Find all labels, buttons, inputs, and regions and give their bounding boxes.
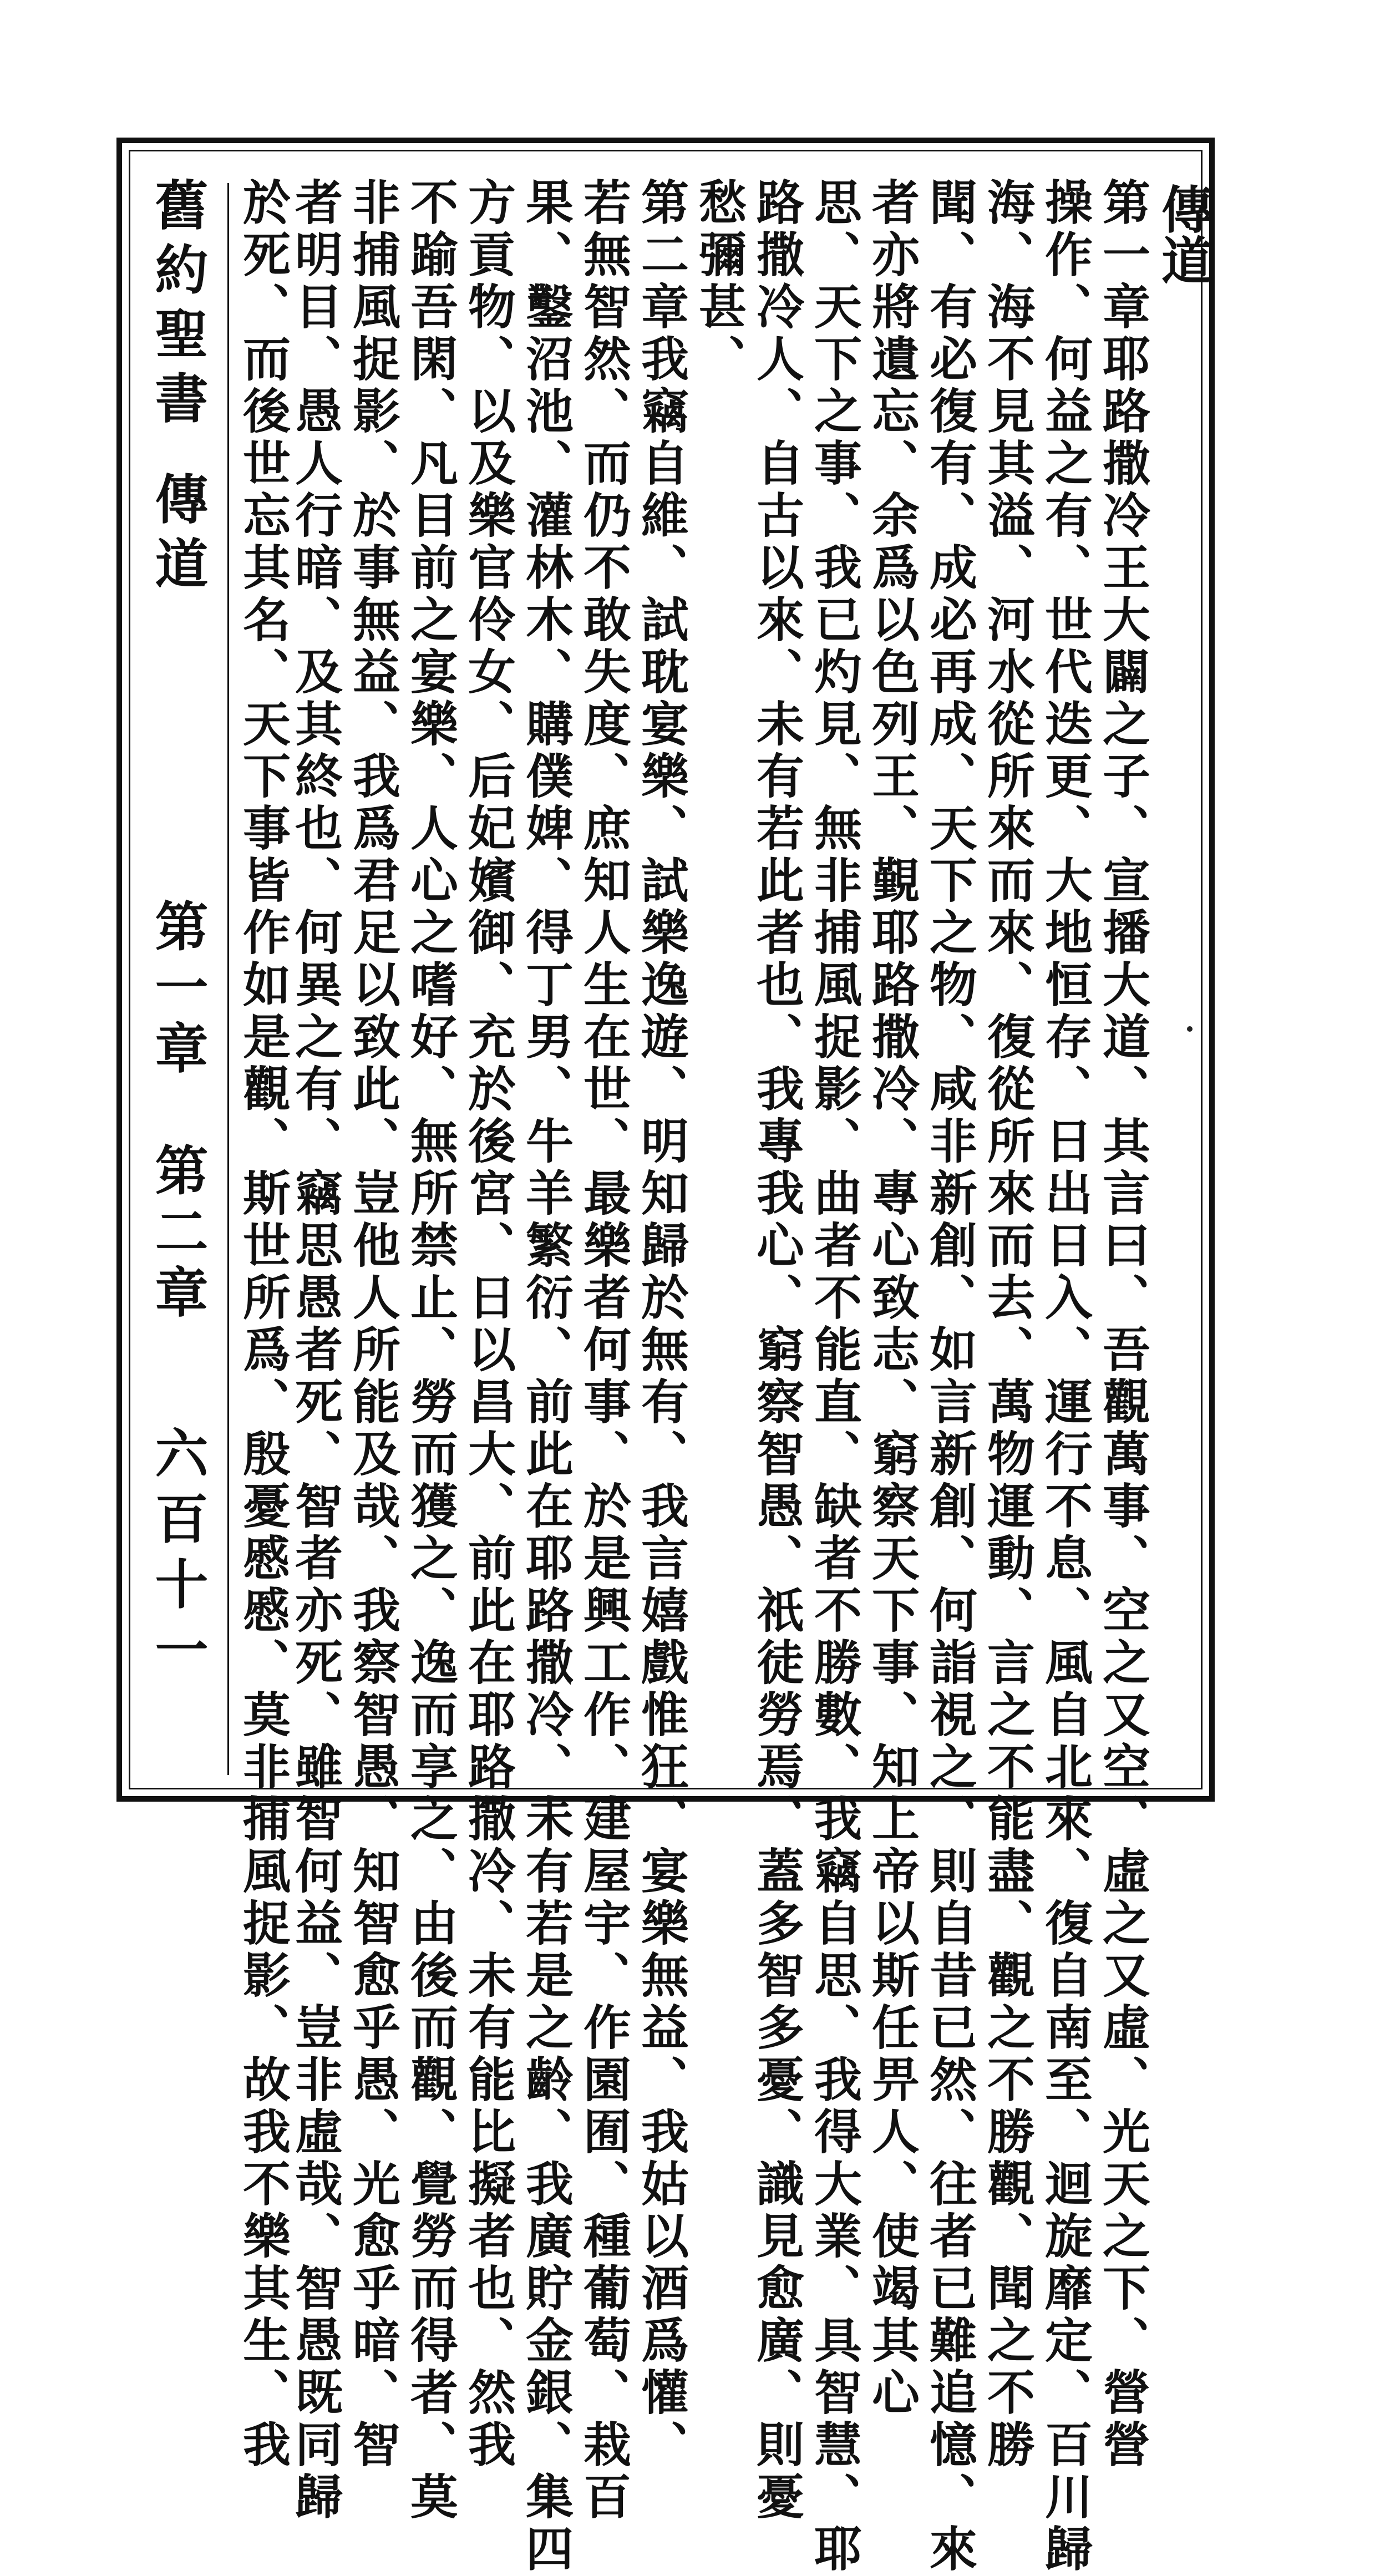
text-column: 非捕風捉影、於事無益、我爲君足以致此、豈他人所能及哉、我察智愚、知智愈乎愚、光愈乎暗、智 xyxy=(344,178,400,2472)
running-head: 傳道 xyxy=(1153,183,1213,285)
text-column: 第二章我竊自維、試耽宴樂、試樂逸遊、明知歸於無有、我言嬉戲惟狂、宴樂無益、我姑以酒爲懽、 xyxy=(633,178,689,2472)
text-column: 路撒冷人、自古以來、未有若此者也、我專我心、窮察智愚、祇徒勞焉、蓋多智多憂、識見愈廣、則憂 xyxy=(748,178,804,2524)
chapter-range: 第一章 第二章 xyxy=(146,899,209,1326)
text-column: 若無智然、而仍不敢失度、庶知人生在世、最樂者何事、於是興工作、建屋宇、作園囿、種葡萄、栽百 xyxy=(575,178,631,2524)
text-column: 聞、有必復有、成必再成、天下之物、咸非新創、如言新創、何詣視之、則自昔已然、往者已難追憶、來 xyxy=(921,178,977,2576)
margin-rule xyxy=(227,183,229,1775)
book-name: 傳道 xyxy=(146,471,209,600)
text-column: 果、鑿沼池、灌林木、購僕婢、得丁男、牛羊繁衍、前此在耶路撒冷、未有若是之齡、我廣貯金銀、集四 xyxy=(517,178,574,2576)
text-column: 思、天下之事、我已灼見、無非捕風捉影、曲者不能直、缺者不勝數、我竊自思、我得大業、具智慧、耶 xyxy=(806,178,862,2576)
text-column: 者明目、愚人行暗、及其終也、何異之有、竊思愚者死、智者亦死、雖智何益、豈非虛哉、智愚既同歸 xyxy=(287,178,343,2524)
print-speck xyxy=(1187,1026,1193,1032)
text-column: 愁彌甚、 xyxy=(691,178,747,386)
text-column: 不踰吾閑、凡目前之宴樂、人心之嗜好、無所禁止、勞而獲之、逸而享之、由後而觀、覺勞而得者、莫 xyxy=(402,178,458,2524)
text-column: 第一章耶路撒冷王大闢之子、宣播大道、其言曰、吾觀萬事、空之又空、虛之又虛、光天之下、營營 xyxy=(1094,178,1150,2472)
text-column: 者亦將遺忘、余爲以色列王、覲耶路撒冷、專心致志、窮察天下事、知上帝以斯任畀人、使竭其心 xyxy=(864,178,920,2420)
book-title: 舊約聖書 xyxy=(146,178,209,435)
text-column: 方貢物、以及樂官伶女、后妃嬪御、充於後宮、日以昌大、前此在耶路撒冷、未有能比擬者也、然我 xyxy=(460,178,516,2472)
text-column: 於死、而後世忘其名、天下事皆作如是觀、斯世所爲、殷憂慼慼、莫非捕風捉影、故我不樂其生、我 xyxy=(235,178,291,2472)
page-number: 六百十一 xyxy=(146,1426,209,1687)
text-column: 操作、何益之有、世代迭更、大地恒存、日出日入、運行不息、風自北來、復自南至、迴旋靡定、百川歸 xyxy=(1037,178,1093,2576)
text-column: 海、海不見其溢、河水從所來而來、復從所來而去、萬物運動、言之不能盡、觀之不勝觀、聞之不勝 xyxy=(979,178,1035,2472)
